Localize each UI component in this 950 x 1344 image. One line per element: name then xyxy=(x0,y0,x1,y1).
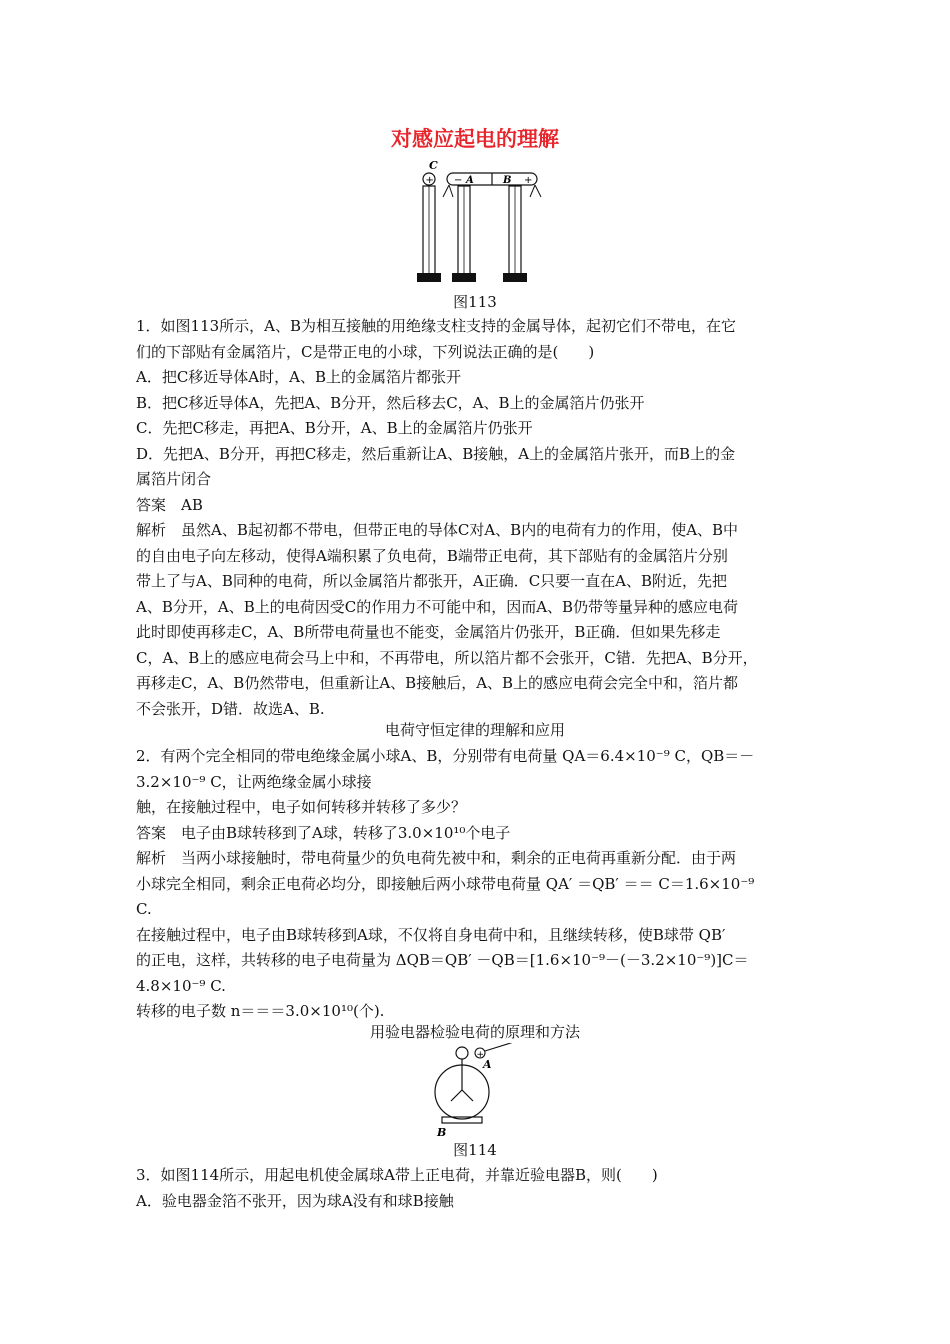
q1-option-b: B．把C移近导体A，先把A、B分开，然后移去C，A、B上的金属箔片仍张开 xyxy=(136,393,645,412)
label-minus: − xyxy=(454,175,463,186)
label-electroscope-b: B xyxy=(437,1126,447,1138)
q1-analysis: 解析 虽然A、B起初都不带电，但带正电的导体C对A、B内的电荷有力的作用，使A、B中 xyxy=(136,521,739,539)
q1-analysis: A、B分开，A、B上的电荷因受C的作用力不可能中和，因而A、B仍带等量异种的感应电荷 xyxy=(136,597,739,616)
section-2-heading: 电荷守恒定律的理解和应用 xyxy=(384,721,565,739)
q1-line: 1．如图113所示，A、B为相互接触的用绝缘支柱支持的金属导体，起初它们不带电，在它 xyxy=(136,317,737,335)
base-c xyxy=(417,273,441,282)
q1-option-a: A．把C移近导体A时，A、B上的金属箔片都张开 xyxy=(136,368,461,386)
q2-analysis: 的正电，这样，共转移的电子电荷量为 ΔQB＝QB′ －QB＝[1.6×10⁻⁹－(－3.2×10⁻⁹)]C＝ xyxy=(136,951,749,969)
label-plus: + xyxy=(524,175,533,186)
q2-analysis: C. xyxy=(136,900,152,918)
base-b xyxy=(503,273,527,282)
q1-analysis: C，A、B上的感应电荷会马上中和，不再带电，所以箔片都不会张开，C错．先把A、B分开， xyxy=(136,648,758,667)
q1-analysis: 此时即使再移走C，A、B所带电荷量也不能变，金属箔片仍张开，B正确．但如果先移走 xyxy=(136,623,721,641)
q1-answer: 答案 AB xyxy=(136,495,203,514)
q3-line: 3．如图114所示，用起电机使金属球A带上正电荷，并靠近验电器B，则( ) xyxy=(136,1166,658,1184)
electroscope-knob xyxy=(456,1047,468,1059)
label-b: B xyxy=(503,175,512,186)
label-ball-a: A xyxy=(483,1058,492,1071)
page-title: 对感应起电的理解 xyxy=(391,126,559,151)
section-3-heading: 用验电器检验电荷的原理和方法 xyxy=(369,1023,580,1041)
base-a xyxy=(452,273,476,282)
label-c-plus: + xyxy=(425,175,434,186)
q2-line: 3.2×10⁻⁹ C，让两绝缘金属小球接 xyxy=(136,772,372,791)
q1-analysis: 带上了与A、B同种的电荷，所以金属箔片都张开，A正确．C只要一直在A、B附近，先把 xyxy=(136,572,728,590)
q1-line: 们的下部贴有金属箔片，C是带正电的小球，下列说法正确的是( ) xyxy=(136,342,595,361)
q2-analysis: 转移的电子数 n＝＝＝3.0×10¹⁰(个). xyxy=(136,1002,385,1020)
figure-114-caption: 图114 xyxy=(453,1141,497,1159)
q1-analysis: 不会张开，D错．故选A、B. xyxy=(136,699,325,718)
q2-analysis: 在接触过程中，电子由B球转移到A球，不仅将自身电荷中和，且继续转移，使B球带 QB′ xyxy=(136,925,726,944)
label-a: A xyxy=(466,175,474,186)
label-ball-plus: + xyxy=(476,1050,485,1060)
figure-113-caption: 图113 xyxy=(453,293,497,311)
q1-option-d-cont: 属箔片闭合 xyxy=(136,470,212,488)
q1-analysis: 再移走C，A、B仍然带电，但重新让A、B接触后，A、B上的感应电荷会完全中和，箔片都 xyxy=(136,674,739,692)
q2-analysis: 小球完全相同，剩余正电荷必均分，即接触后两小球带电荷量 QA′ ＝QB′ ＝＝ C＝1.6×10⁻⁹ xyxy=(136,874,755,893)
question-2 xyxy=(136,744,818,1025)
q2-line: 触，在接触过程中，电子如何转移并转移了多少？ xyxy=(136,798,467,816)
q3-option-a: A．验电器金箔不张开，因为球A没有和球B接触 xyxy=(136,1191,454,1210)
q1-analysis: 的自由电子向左移动，使得A端积累了负电荷，B端带正电荷，其下部贴有的金属箔片分别 xyxy=(136,546,728,565)
q2-analysis: 4.8×10⁻⁹ C. xyxy=(136,976,226,995)
question-1 xyxy=(136,314,818,722)
q2-line: 2．有两个完全相同的带电绝缘金属小球A、B，分别带有电荷量 QA＝6.4×10⁻⁹ C，QB＝－ xyxy=(136,747,755,765)
q1-option-c: C．先把C移走，再把A、B分开，A、B上的金属箔片仍张开 xyxy=(136,419,533,437)
q1-option-d: D．先把A、B分开，再把C移走，然后重新让A、B接触，A上的金属箔片张开，而B上的金 xyxy=(136,444,736,463)
figure-114-electroscope xyxy=(425,1043,535,1138)
q2-answer: 答案 电子由B球转移到了A球，转移了3.0×10¹⁰个电子 xyxy=(136,823,511,842)
label-c: C xyxy=(429,159,438,172)
q2-analysis: 解析 当两小球接触时，带电荷量少的负电荷先被中和，剩余的正电荷再重新分配．由于两 xyxy=(136,849,737,867)
question-3 xyxy=(136,1163,818,1214)
figure-113-diagram xyxy=(405,155,545,285)
rod-a xyxy=(485,1043,517,1051)
